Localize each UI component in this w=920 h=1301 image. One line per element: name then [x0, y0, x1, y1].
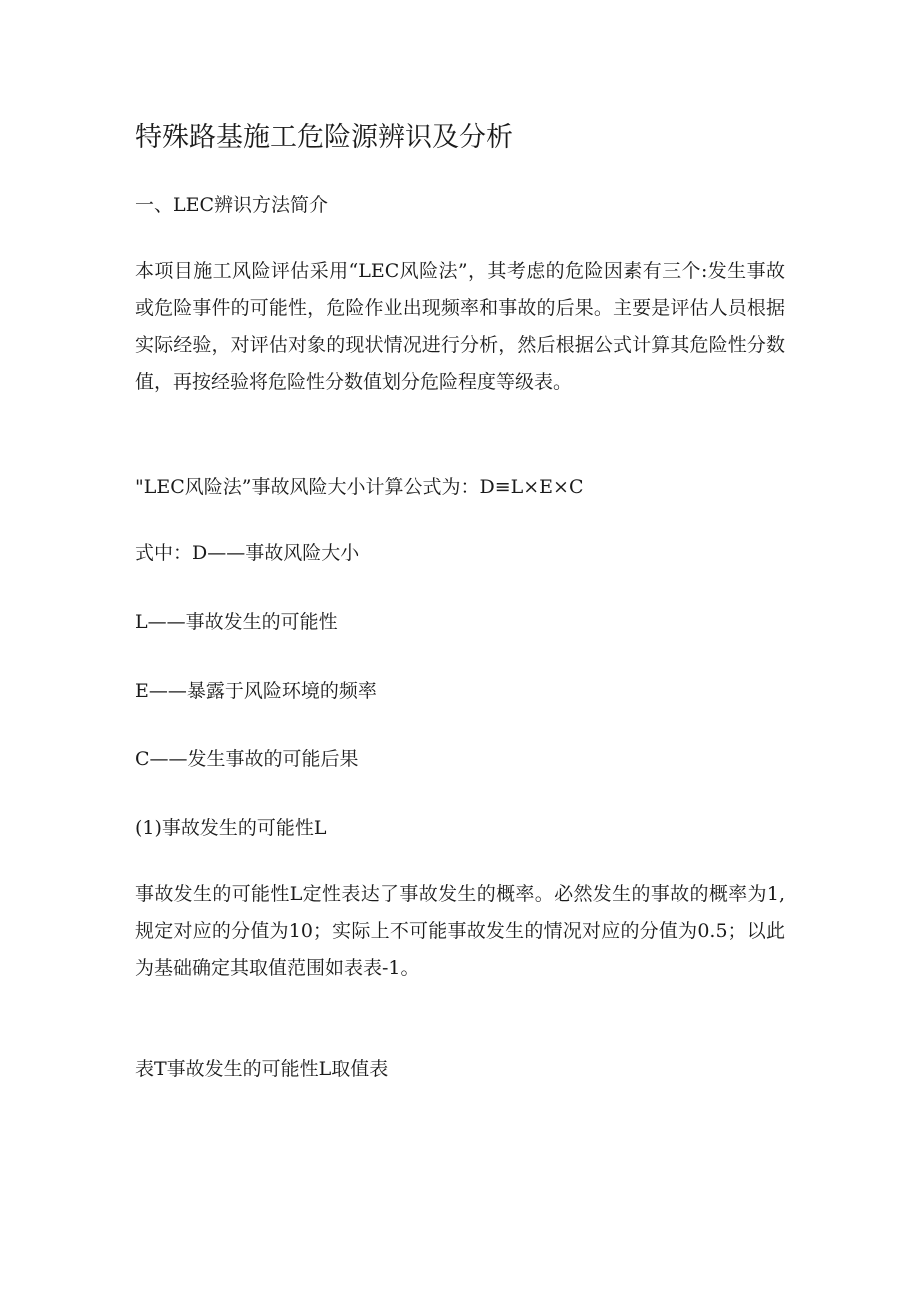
- document-title: 特殊路基施工危险源辨识及分析: [135, 122, 513, 153]
- section-heading-lec-method: 一、LEC辨识方法简介: [135, 194, 329, 216]
- table-caption: 表T事故发生的可能性L取值表: [135, 1058, 389, 1080]
- definition-l: L——事故发生的可能性: [135, 611, 338, 633]
- likelihood-paragraph: 事故发生的可能性L定性表达了事故发生的概率。必然发生的事故的概率为1,规定对应的分值为10；实际上不可能事故发生的情况对应的分值为0.5；以此为基础确定其取值范围如表表-1。: [135, 883, 785, 979]
- intro-paragraph: 本项目施工风险评估采用“LEC风险法”，其考虑的危险因素有三个:发生事故或危险事件的可能性，危险作业出现频率和事故的后果。主要是评估人员根据实际经验，对评估对象的现状情况进行分析，然后根据公式计算其危险性分数值，再按经验将危险性分数值划分危险程度等级表。: [135, 260, 785, 393]
- formula-line: "LEC风险法”事故风险大小计算公式为：D≡L×E×C: [135, 476, 584, 498]
- definition-c: C——发生事故的可能后果: [135, 748, 359, 770]
- definition-d: 式中：D——事故风险大小: [135, 542, 360, 564]
- definition-e: E——暴露于风险环境的频率: [135, 680, 377, 702]
- subsection-heading-likelihood: (1)事故发生的可能性L: [135, 817, 327, 839]
